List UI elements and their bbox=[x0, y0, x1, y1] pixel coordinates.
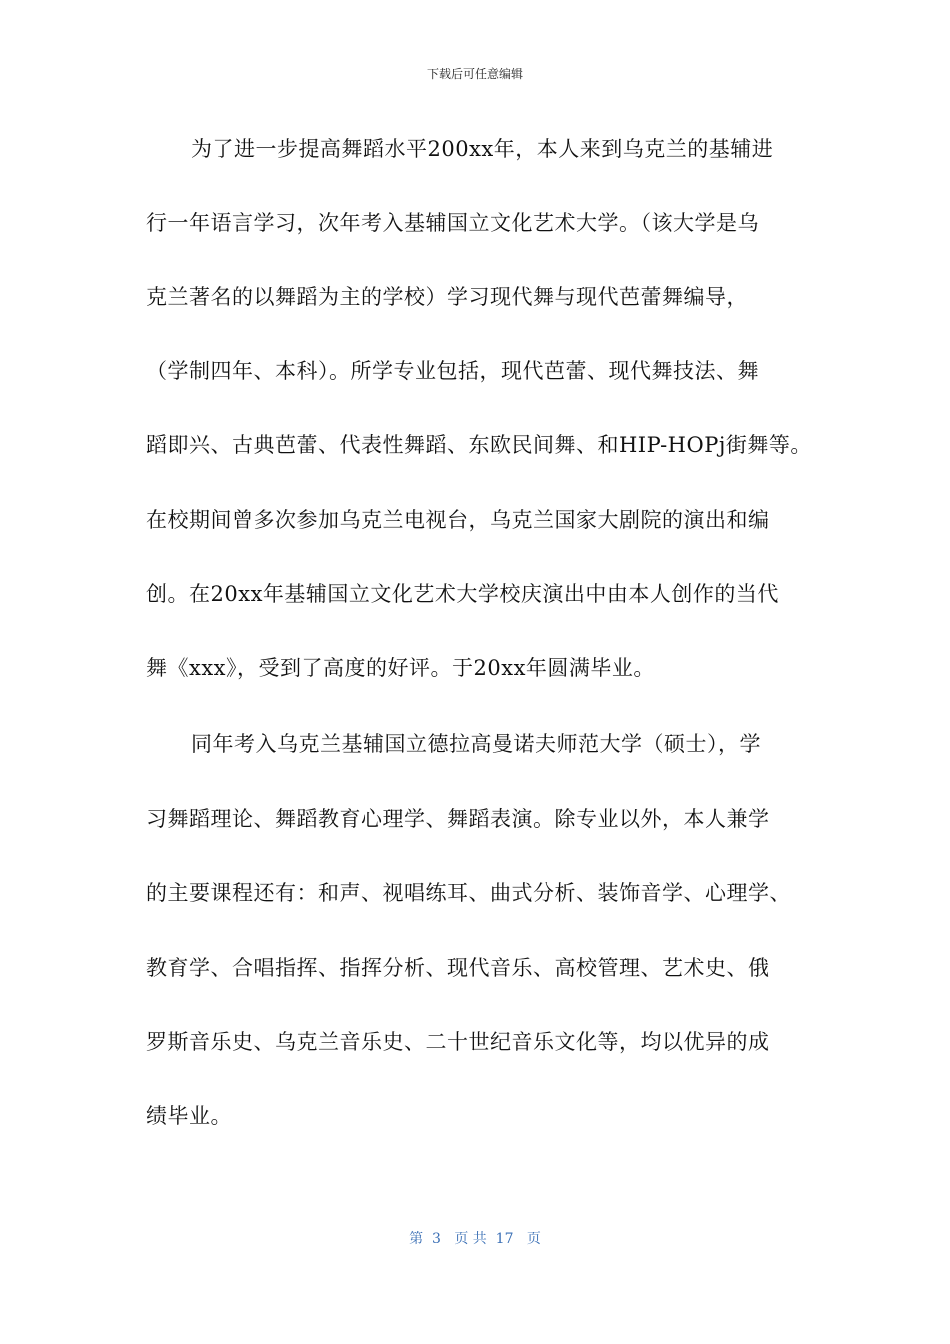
paragraph-2-line-3: 的主要课程还有：和声、视唱练耳、曲式分析、装饰音学、心理学、 bbox=[146, 881, 791, 905]
page-number-footer: 第 3 页 共 17 页 bbox=[409, 1231, 541, 1247]
paragraph-2-line-1: 同年考入乌克兰基辅国立德拉高曼诺夫师范大学（硕士），学 bbox=[191, 732, 761, 756]
paragraph-2-line-6: 绩毕业。 bbox=[146, 1104, 232, 1128]
page-header: 下载后可任意编辑 bbox=[426, 67, 523, 81]
paragraph-1-line-4: （学制四年、本科）。所学专业包括，现代芭蕾、现代舞技法、舞 bbox=[146, 359, 759, 383]
paragraph-1-line-1: 为了进一步提高舞蹈水平200xx年，本人来到乌克兰的基辅进 bbox=[191, 137, 774, 161]
paragraph-2-line-4: 教育学、合唱指挥、指挥分析、现代音乐、高校管理、艺术史、俄 bbox=[146, 956, 770, 980]
paragraph-1-line-3: 克兰著名的以舞蹈为主的学校）学习现代舞与现代芭蕾舞编导， bbox=[146, 285, 748, 309]
paragraph-1-line-6: 在校期间曾多次参加乌克兰电视台，乌克兰国家大剧院的演出和编 bbox=[146, 508, 770, 532]
paragraph-1-line-7: 创。在20xx年基辅国立文化艺术大学校庆演出中由本人创作的当代 bbox=[146, 582, 779, 606]
paragraph-1-line-2: 行一年语言学习，次年考入基辅国立文化艺术大学。（该大学是乌 bbox=[146, 211, 759, 235]
paragraph-2-line-5: 罗斯音乐史、乌克兰音乐史、二十世纪音乐文化等，均以优异的成 bbox=[146, 1030, 770, 1054]
paragraph-1-line-5: 蹈即兴、古典芭蕾、代表性舞蹈、东欧民间舞、和HIP-HOPj街舞等。 bbox=[146, 433, 812, 457]
paragraph-1-line-8: 舞《xxx》，受到了高度的好评。于20xx年圆满毕业。 bbox=[146, 656, 655, 680]
paragraph-2-line-2: 习舞蹈理论、舞蹈教育心理学、舞蹈表演。除专业以外，本人兼学 bbox=[146, 807, 770, 831]
